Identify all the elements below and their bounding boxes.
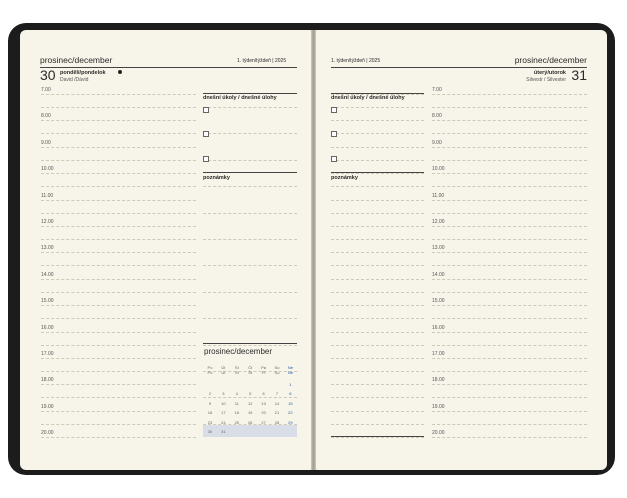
half-hour-line[interactable] <box>41 213 196 214</box>
calendar-day[interactable]: 18 <box>234 410 240 416</box>
page-gutter <box>311 30 316 470</box>
left-hour-label: 9.00 <box>41 140 51 146</box>
half-hour-line[interactable] <box>331 397 424 398</box>
right-notes-rule <box>331 172 424 173</box>
calendar-day[interactable]: 24 <box>221 419 226 425</box>
calendar-weekday-header: Ne <box>287 365 293 370</box>
half-hour-line[interactable] <box>331 292 424 293</box>
right-notes-title: poznámky <box>331 175 358 181</box>
half-hour-line[interactable] <box>41 292 196 293</box>
calendar-day[interactable]: 6 <box>262 391 265 397</box>
left-hour-label: 14.00 <box>41 272 54 278</box>
left-task-checkbox-1[interactable] <box>203 107 209 113</box>
half-hour-line[interactable] <box>432 345 587 346</box>
calendar-weekday-header: St <box>234 365 239 370</box>
half-hour-line[interactable] <box>331 371 424 372</box>
half-hour-line[interactable] <box>203 186 297 187</box>
half-hour-line[interactable] <box>41 239 196 240</box>
hour-line[interactable] <box>41 200 196 201</box>
left-names: David /Dávid <box>60 77 89 83</box>
hour-line[interactable] <box>331 384 424 385</box>
right-hour-label: 16.00 <box>432 325 445 331</box>
hour-line[interactable] <box>331 252 424 253</box>
right-hour-label: 8.00 <box>432 113 442 119</box>
hour-line[interactable] <box>432 305 587 306</box>
half-hour-line[interactable] <box>331 160 424 161</box>
half-hour-line[interactable] <box>331 186 424 187</box>
half-hour-line[interactable] <box>203 160 297 161</box>
half-hour-line[interactable] <box>41 424 196 425</box>
calendar-weekday-header: Pá <box>261 365 267 370</box>
calendar-weekday-header: So <box>274 365 280 370</box>
hour-line[interactable] <box>432 173 587 174</box>
calendar-day[interactable]: 9 <box>208 400 212 406</box>
hour-line[interactable] <box>432 332 587 333</box>
half-hour-line[interactable] <box>432 133 587 134</box>
hour-line[interactable] <box>331 358 424 359</box>
left-task-checkbox-3[interactable] <box>203 156 209 162</box>
half-hour-line[interactable] <box>331 107 424 108</box>
left-notes-title: poznámky <box>203 175 230 181</box>
calendar-weekday-header: Po <box>207 370 213 375</box>
hour-line[interactable] <box>331 120 424 121</box>
calendar-day[interactable]: 14 <box>274 400 280 406</box>
hour-line[interactable] <box>41 279 196 280</box>
calendar-day[interactable]: 19 <box>247 410 253 416</box>
hour-line[interactable] <box>432 200 587 201</box>
hour-line[interactable] <box>331 305 424 306</box>
half-hour-line[interactable] <box>432 239 587 240</box>
right-task-checkbox-1[interactable] <box>331 107 337 113</box>
calendar-weekday-header: Pi <box>261 370 266 375</box>
half-hour-line[interactable] <box>41 371 196 372</box>
left-hour-label: 19.00 <box>41 404 54 410</box>
calendar-day[interactable]: 13 <box>261 400 266 406</box>
hour-line[interactable] <box>432 226 587 227</box>
hour-line[interactable] <box>41 332 196 333</box>
half-hour-line[interactable] <box>331 213 424 214</box>
left-hour-label: 18.00 <box>41 377 54 383</box>
left-hour-label: 17.00 <box>41 351 54 357</box>
right-hour-label: 14.00 <box>432 272 445 278</box>
left-task-checkbox-2[interactable] <box>203 131 209 137</box>
half-hour-line[interactable] <box>331 265 424 266</box>
hour-line[interactable] <box>432 358 587 359</box>
left-hour-label: 20.00 <box>41 430 54 436</box>
right-week: 1. týden/týždeň | 2025 <box>331 58 381 64</box>
half-hour-line[interactable] <box>432 160 587 161</box>
calendar-day[interactable]: 26 <box>247 419 253 425</box>
left-hour-label: 11.00 <box>41 193 54 199</box>
calendar-day[interactable]: 4 <box>235 391 238 397</box>
calendar-day[interactable]: 1 <box>289 382 292 387</box>
half-hour-line[interactable] <box>41 133 196 134</box>
calendar-weekday-header: Po <box>207 365 213 370</box>
half-hour-line[interactable] <box>41 397 196 398</box>
left-hour-label: 7.00 <box>41 87 51 93</box>
half-hour-line[interactable] <box>432 397 587 398</box>
calendar-day[interactable]: 2 <box>208 391 212 397</box>
hour-line[interactable] <box>41 411 196 412</box>
calendar-weekday-header: Út <box>221 365 226 370</box>
calendar-day[interactable]: 30 <box>207 429 213 434</box>
right-hour-label: 17.00 <box>432 351 445 357</box>
right-hour-label: 9.00 <box>432 140 442 146</box>
left-hour-label: 16.00 <box>41 325 54 331</box>
hour-line[interactable] <box>41 94 196 95</box>
left-notes-rule <box>203 172 297 173</box>
right-hour-label: 10.00 <box>432 166 445 172</box>
half-hour-line[interactable] <box>203 107 297 108</box>
mini-calendar-rule <box>203 343 297 344</box>
hour-line[interactable] <box>331 332 424 333</box>
calendar-day[interactable]: 22 <box>288 410 293 416</box>
hour-line[interactable] <box>41 226 196 227</box>
half-hour-line[interactable] <box>203 133 297 134</box>
calendar-weekday-header: Ut <box>221 370 226 375</box>
left-week: 1. týden/týždeň | 2025 <box>237 58 287 64</box>
half-hour-line[interactable] <box>432 107 587 108</box>
half-hour-line[interactable] <box>203 213 297 214</box>
calendar-day[interactable]: 3 <box>222 391 225 397</box>
left-hour-label: 12.00 <box>41 219 54 225</box>
half-hour-line[interactable] <box>41 265 196 266</box>
left-hour-label: 10.00 <box>41 166 54 172</box>
half-hour-line[interactable] <box>331 424 424 425</box>
calendar-day[interactable]: 11 <box>234 400 239 406</box>
hour-line[interactable] <box>331 437 424 438</box>
right-hour-label: 20.00 <box>432 430 445 436</box>
left-hour-label: 15.00 <box>41 298 54 304</box>
hour-line[interactable] <box>432 279 587 280</box>
half-hour-line[interactable] <box>203 318 297 319</box>
right-header-rule <box>331 67 587 68</box>
half-hour-line[interactable] <box>331 133 424 134</box>
calendar-day[interactable]: 25 <box>234 419 240 425</box>
half-hour-line[interactable] <box>432 265 587 266</box>
half-hour-line[interactable] <box>41 160 196 161</box>
calendar-day[interactable]: 12 <box>247 400 253 406</box>
right-hour-label: 7.00 <box>432 87 442 93</box>
right-hour-label: 11.00 <box>432 193 445 199</box>
half-hour-line[interactable] <box>203 345 297 346</box>
right-notes-bottom-rule <box>331 436 424 437</box>
calendar-day[interactable]: 10 <box>221 400 226 406</box>
hour-line[interactable] <box>432 147 587 148</box>
half-hour-line[interactable] <box>432 371 587 372</box>
hour-line[interactable] <box>331 279 424 280</box>
half-hour-line[interactable] <box>41 107 196 108</box>
hour-line[interactable] <box>432 411 587 412</box>
half-hour-line[interactable] <box>41 345 196 346</box>
half-hour-line[interactable] <box>432 186 587 187</box>
calendar-day[interactable]: 7 <box>275 391 279 397</box>
hour-line[interactable] <box>41 437 196 438</box>
calendar-weekday-header: Čt <box>248 365 253 370</box>
hour-line[interactable] <box>41 120 196 121</box>
half-hour-line[interactable] <box>432 213 587 214</box>
half-hour-line[interactable] <box>331 345 424 346</box>
hour-line[interactable] <box>331 173 424 174</box>
calendar-weekday-header: Ne <box>287 370 293 375</box>
calendar-day[interactable]: 17 <box>221 410 226 416</box>
right-hour-label: 13.00 <box>432 245 445 251</box>
hour-line[interactable] <box>432 120 587 121</box>
half-hour-line[interactable] <box>432 318 587 319</box>
right-hour-label: 15.00 <box>432 298 445 304</box>
mini-calendar-title: prosinec/december <box>204 347 273 356</box>
calendar-day[interactable]: 20 <box>261 410 266 416</box>
hour-line[interactable] <box>432 384 587 385</box>
left-day-number: 30 <box>40 67 56 83</box>
left-day-name: pondělí/pondelok <box>60 70 106 76</box>
right-month: prosinec/december <box>514 55 587 65</box>
calendar-weekday-header: So <box>274 370 280 375</box>
right-names: Silvestr / Silvester <box>526 77 566 83</box>
holiday-dot-icon <box>118 70 122 74</box>
calendar-weekday-header: Št <box>248 370 253 375</box>
left-hour-label: 13.00 <box>41 245 54 251</box>
calendar-day[interactable]: 16 <box>207 410 213 416</box>
half-hour-line[interactable] <box>203 292 297 293</box>
right-tasks-rule <box>331 93 424 94</box>
hour-line[interactable] <box>41 252 196 253</box>
calendar-day[interactable]: 31 <box>221 429 226 434</box>
hour-line[interactable] <box>432 94 587 95</box>
half-hour-line[interactable] <box>432 424 587 425</box>
hour-line[interactable] <box>331 411 424 412</box>
calendar-day[interactable]: 8 <box>289 391 292 397</box>
calendar-day[interactable]: 21 <box>274 410 280 416</box>
half-hour-line[interactable] <box>41 186 196 187</box>
left-tasks-rule <box>203 93 297 94</box>
right-hour-label: 12.00 <box>432 219 445 225</box>
right-tasks-title: dnešní úkoly / dnešné úlohy <box>331 95 405 101</box>
half-hour-line[interactable] <box>203 265 297 266</box>
hour-line[interactable] <box>41 305 196 306</box>
half-hour-line[interactable] <box>203 239 297 240</box>
hour-line[interactable] <box>331 200 424 201</box>
right-task-checkbox-2[interactable] <box>331 131 337 137</box>
left-month: prosinec/december <box>40 55 113 65</box>
hour-line[interactable] <box>432 252 587 253</box>
hour-line[interactable] <box>331 147 424 148</box>
right-task-checkbox-3[interactable] <box>331 156 337 162</box>
half-hour-line[interactable] <box>203 397 297 398</box>
half-hour-line[interactable] <box>41 318 196 319</box>
left-tasks-title: dnešní úkoly / dnešné úlohy <box>203 95 277 101</box>
right-hour-label: 19.00 <box>432 404 445 410</box>
half-hour-line[interactable] <box>331 318 424 319</box>
hour-line[interactable] <box>331 226 424 227</box>
hour-line[interactable] <box>41 384 196 385</box>
calendar-day[interactable]: 5 <box>249 391 252 397</box>
calendar-day[interactable]: 27 <box>261 419 266 425</box>
half-hour-line[interactable] <box>432 292 587 293</box>
calendar-day[interactable]: 23 <box>207 419 213 425</box>
right-day-name: úterý/utorok <box>533 70 566 76</box>
calendar-day[interactable]: 29 <box>288 419 293 425</box>
hour-line[interactable] <box>432 437 587 438</box>
calendar-day[interactable]: 28 <box>274 419 280 425</box>
half-hour-line[interactable] <box>331 239 424 240</box>
left-header-rule <box>40 67 297 68</box>
right-hour-label: 18.00 <box>432 377 445 383</box>
left-hour-label: 8.00 <box>41 113 51 119</box>
calendar-day[interactable]: 15 <box>288 400 293 406</box>
calendar-weekday-header: St <box>234 370 239 375</box>
hour-line[interactable] <box>41 173 196 174</box>
hour-line[interactable] <box>41 147 196 148</box>
right-day-number: 31 <box>571 67 587 83</box>
hour-line[interactable] <box>41 358 196 359</box>
